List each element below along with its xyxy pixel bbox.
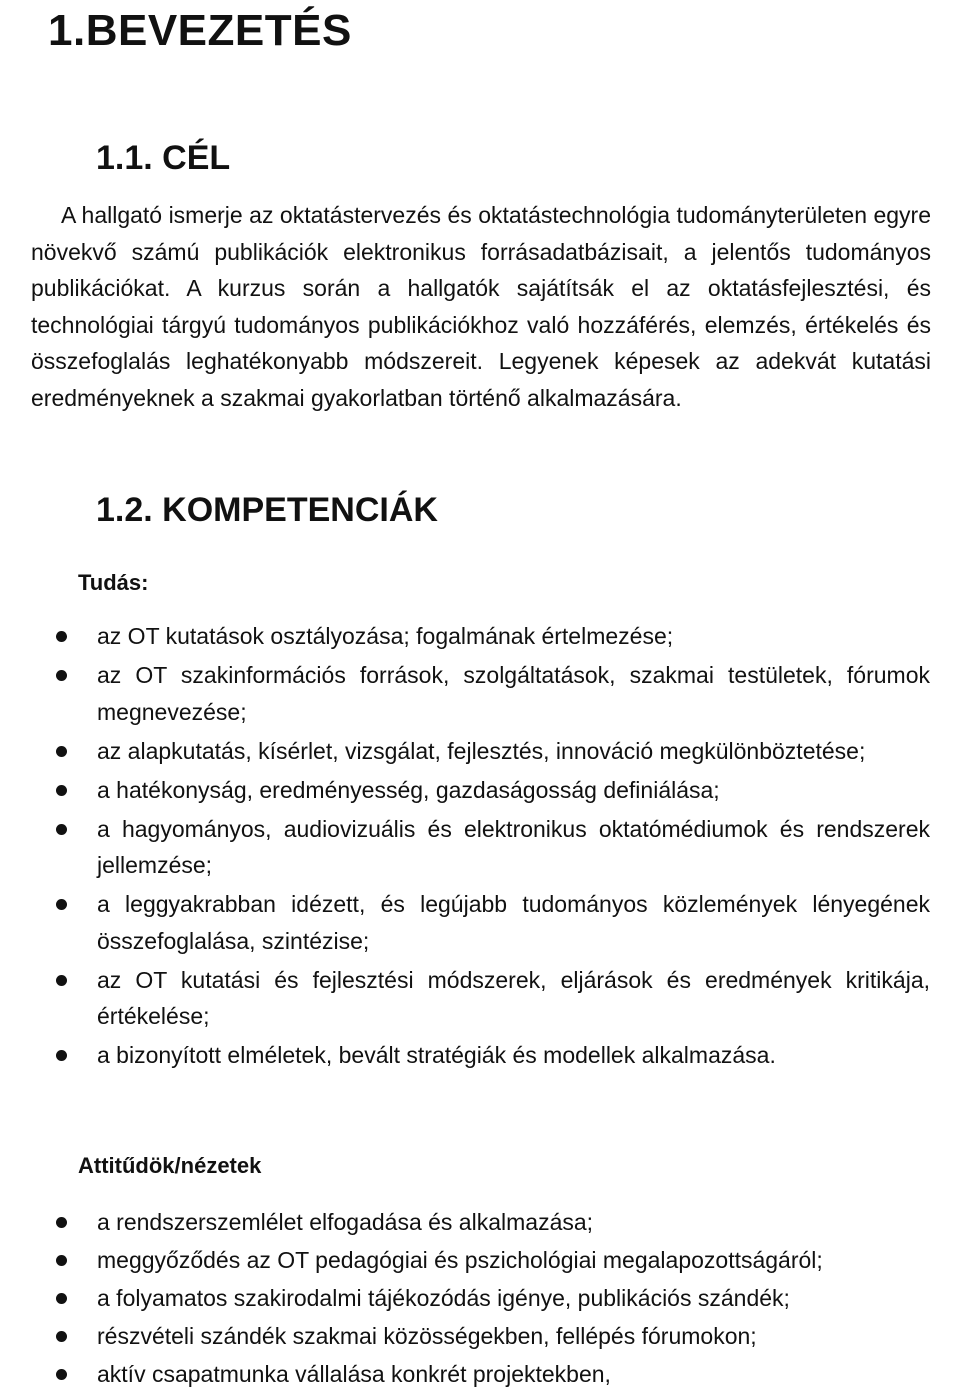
list-item-text: részvételi szándék szakmai közösségekben, fellépés fórumokon; [97, 1323, 757, 1349]
list-item [0, 1242, 930, 1279]
list-item [0, 1204, 930, 1241]
list-item-text: meggyőződés az OT pedagógiai és pszichológiai megalapozottságáról; [97, 1247, 823, 1273]
bullet-icon [56, 975, 67, 986]
bullet-icon [56, 1050, 67, 1061]
list-item [0, 886, 930, 959]
bullet-icon [56, 1369, 67, 1380]
list-item [0, 1318, 930, 1355]
list-item [0, 811, 930, 884]
bullet-icon [56, 670, 67, 681]
chapter-heading: 1.BEVEZETÉS [48, 6, 352, 55]
attitudok-list [0, 1204, 960, 1394]
list-item-text: aktív csapatmunka vállalása konkrét projektekben, [97, 1361, 611, 1387]
subheading-attitudok: Attitűdök/nézetek [78, 1153, 262, 1178]
section-heading-cel: 1.1. CÉL [96, 139, 231, 177]
list-item [0, 733, 930, 770]
tudas-list [0, 618, 960, 1076]
bullet-icon [56, 1293, 67, 1304]
list-item-text: a hatékonyság, eredményesség, gazdaságosság definiálása; [97, 776, 720, 803]
list-item-text: az OT kutatások osztályozása; fogalmának értelmezése; [97, 623, 674, 649]
list-item-text: az OT szakinformációs források, szolgáltatások, szakmai testületek, fórumok megnevezése; [97, 662, 930, 725]
bullet-icon [56, 1255, 67, 1266]
list-item [0, 1356, 930, 1393]
list-item [0, 1037, 930, 1074]
bullet-icon [56, 1217, 67, 1228]
subheading-tudas: Tudás: [78, 570, 149, 595]
bullet-icon [56, 899, 67, 910]
list-item-text: az alapkutatás, kísérlet, vizsgálat, fejlesztés, innováció megkülönböztetése; [97, 737, 866, 764]
list-item-text: a hagyományos, audiovizuális és elektronikus oktatómédiumok és rendszerek jellemzése; [97, 815, 930, 878]
list-item [0, 772, 930, 809]
bullet-icon [56, 785, 67, 796]
list-item [0, 618, 930, 655]
list-item-text: a rendszerszemlélet elfogadása és alkalmazása; [97, 1209, 594, 1235]
bullet-icon [56, 824, 67, 835]
list-item-text: a leggyakrabban idézett, és legújabb tudományos közlemények lényegének összefoglalása, szintézise; [97, 891, 930, 954]
list-item [0, 962, 930, 1035]
cel-paragraph: A hallgató ismerje az oktatástervezés és oktatástechnológia tudományterületen egyre növekvő számú publikációk elektronikus forrásadatbázisait, a jelentős tudományos publikációkat. A kurzus során a hallgatók sajátítsák el az oktatásfejlesztési, és technológiai tárgyú tudományos publikációkhoz való hozzáférés, elemzés, értékelés és összefoglalás leghatékonyabb módszereit. Legyenek képesek az adekvát kutatási eredményeknek a szakmai gyakorlatban történő alkalmazására. [31, 202, 931, 411]
list-item-text: az OT kutatási és fejlesztési módszerek, eljárások és eredmények kritikája, értékelése; [97, 966, 930, 1029]
bullet-icon [56, 631, 67, 642]
bullet-icon [56, 1331, 67, 1342]
list-item-text: a folyamatos szakirodalmi tájékozódás igénye, publikációs szándék; [97, 1285, 790, 1311]
list-item-text: a bizonyított elméletek, bevált stratégiák és modellek alkalmazása. [97, 1042, 776, 1068]
list-item [0, 657, 930, 730]
bullet-icon [56, 746, 67, 757]
list-item [0, 1280, 930, 1317]
section-heading-kompetenciak: 1.2. KOMPETENCIÁK [96, 491, 438, 529]
